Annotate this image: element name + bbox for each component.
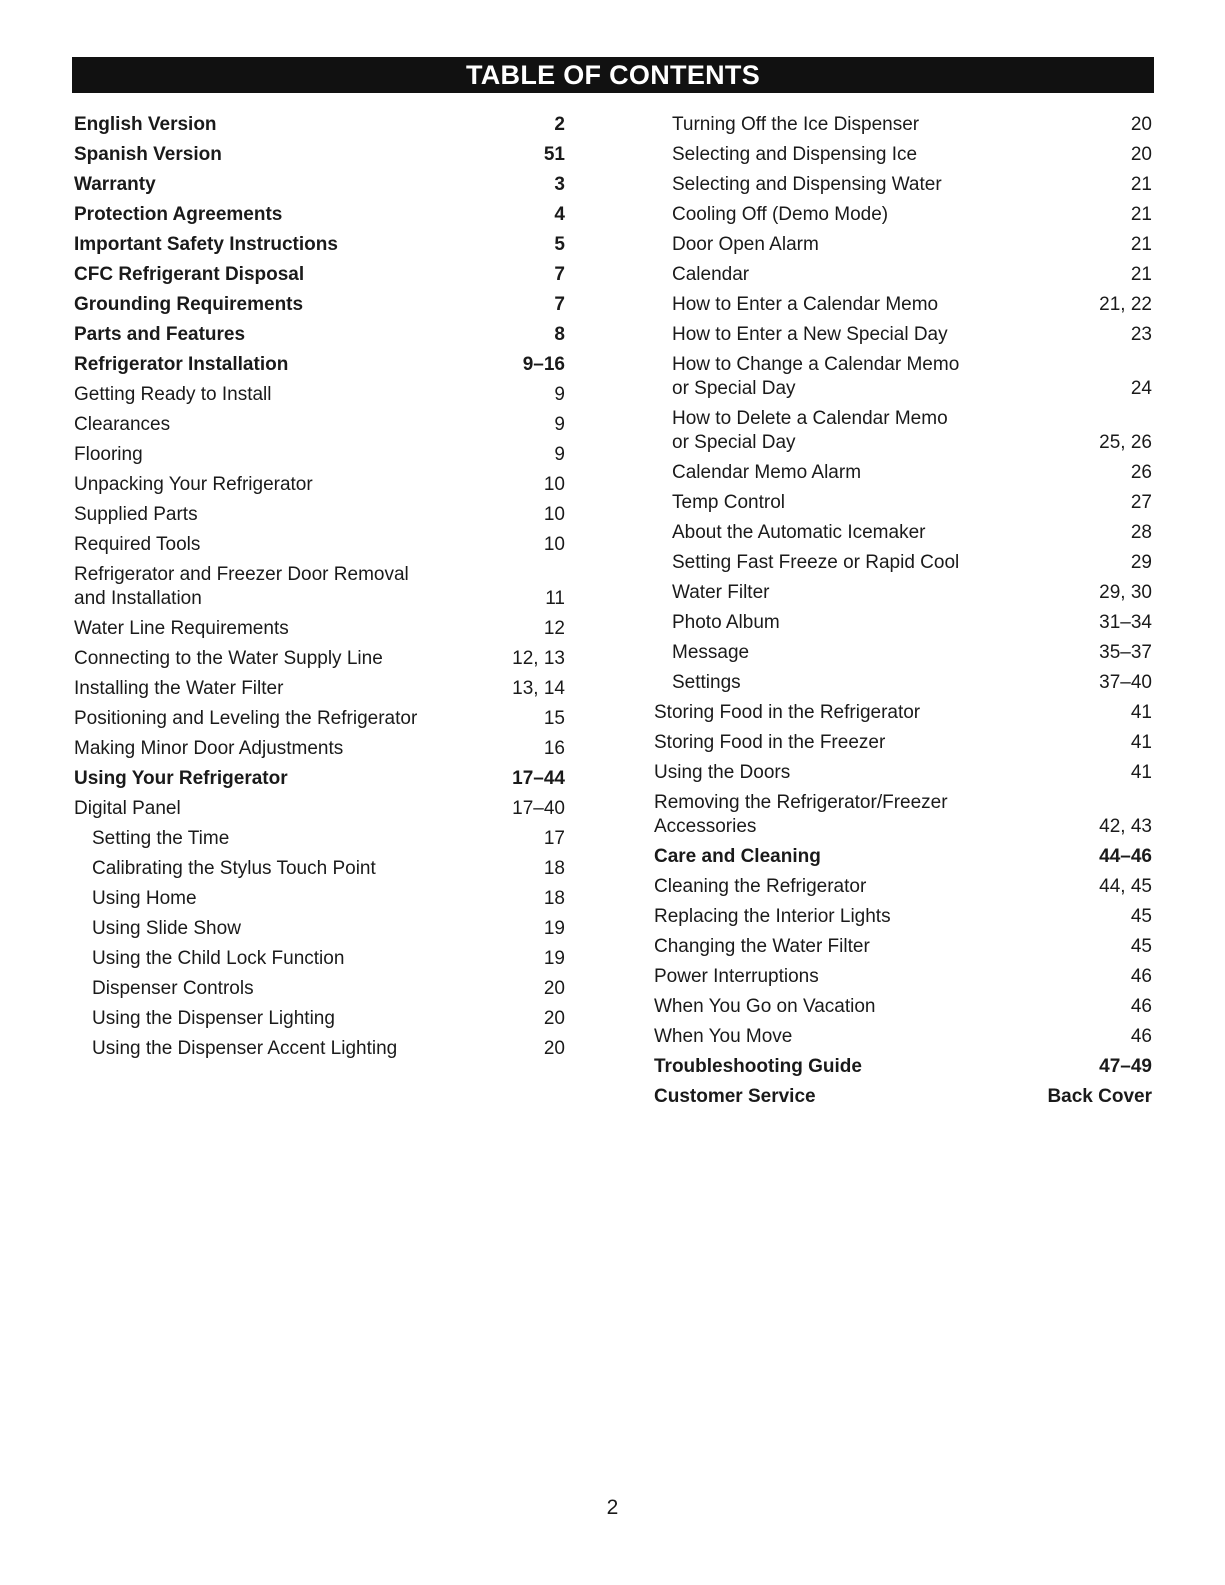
toc-entry-page: 9	[554, 384, 565, 405]
toc-entry	[654, 461, 1152, 485]
toc-entry-page: 41	[1130, 732, 1152, 753]
toc-entry	[74, 767, 565, 791]
toc-entry-title: Setting the Time	[92, 828, 230, 849]
toc-entry	[654, 701, 1152, 725]
toc-entry-title: Using Slide Show	[92, 918, 241, 939]
toc-entry-title: Clearances	[74, 414, 171, 435]
toc-entry-title: CFC Refrigerant Disposal	[74, 264, 305, 285]
toc-entry	[74, 737, 565, 761]
toc-entry	[74, 233, 565, 257]
toc-entry	[654, 323, 1152, 347]
toc-entry-title: Spanish Version	[74, 144, 222, 165]
toc-entry-page: 17–44	[512, 768, 565, 789]
toc-entry-page: 25, 26	[1099, 432, 1152, 453]
toc-entry-page: 41	[1130, 702, 1152, 723]
toc-entry-title: Calendar Memo Alarm	[672, 462, 862, 483]
page-number: 2	[606, 1496, 619, 1519]
toc-entry-page: 29	[1130, 552, 1152, 573]
toc-entry-page: 10	[543, 474, 565, 495]
toc-entry-title: Protection Agreements	[74, 204, 283, 225]
toc-entry-title: Setting Fast Freeze or Rapid Cool	[672, 552, 960, 573]
toc-entry-page: 45	[1130, 906, 1152, 927]
toc-entry-title: Grounding Requirements	[74, 294, 304, 315]
toc-entry-page: 20	[1130, 144, 1152, 165]
toc-entry	[74, 797, 565, 821]
toc-entry-page: 19	[543, 918, 565, 939]
toc-entry-page: 26	[1130, 462, 1152, 483]
toc-entry	[74, 473, 565, 497]
toc-entry-title: Parts and Features	[74, 324, 246, 345]
toc-entry-title: Using the Dispenser Lighting	[92, 1008, 335, 1029]
toc-entry-title: Photo Album	[672, 612, 780, 633]
toc-entry-page: 8	[554, 324, 565, 345]
toc-entry	[74, 977, 565, 1001]
toc-entry-page: 24	[1130, 378, 1152, 399]
toc-entry	[654, 611, 1152, 635]
toc-entry-title: Removing the Refrigerator/Freezer Accessories	[654, 792, 948, 837]
toc-entry-page: 16	[543, 738, 565, 759]
toc-entry-page: 47–49	[1099, 1056, 1152, 1077]
toc-entry-title: Using Your Refrigerator	[74, 768, 288, 789]
toc-entry-title: Warranty	[74, 174, 156, 195]
toc-entry-title: How to Change a Calendar Memo or Special Day	[672, 354, 960, 399]
toc-entry-page: 9–16	[522, 354, 565, 375]
toc-entry-title: Using Home	[92, 888, 197, 909]
toc-entry	[74, 443, 565, 467]
toc-entry-page: 12, 13	[512, 648, 565, 669]
toc-entry	[654, 551, 1152, 575]
toc-entry-page: 10	[543, 534, 565, 555]
toc-entry	[74, 1037, 565, 1061]
toc-entry-title: Using the Dispenser Accent Lighting	[92, 1038, 398, 1059]
toc-entry	[654, 233, 1152, 257]
toc-entry-page: 11	[545, 588, 565, 609]
toc-entry	[74, 533, 565, 557]
toc-entry	[74, 323, 565, 347]
toc-entry	[74, 647, 565, 671]
toc-entry	[654, 875, 1152, 899]
toc-entry-page: 7	[554, 264, 565, 285]
toc-entry-title: Cooling Off (Demo Mode)	[672, 204, 889, 225]
toc-entry-page: 37–40	[1099, 672, 1152, 693]
toc-entry-page: 35–37	[1099, 642, 1152, 663]
toc-entry	[654, 1025, 1152, 1049]
toc-entry-title: English Version	[74, 114, 217, 135]
toc-entry-title: Settings	[672, 672, 741, 693]
toc-entry	[654, 203, 1152, 227]
toc-entry	[654, 935, 1152, 959]
toc-entry-page: 44–46	[1099, 846, 1152, 867]
toc-entry-title: Connecting to the Water Supply Line	[74, 648, 383, 669]
toc-entry	[74, 1007, 565, 1031]
toc-entry	[654, 905, 1152, 929]
toc-entry-title: Care and Cleaning	[654, 846, 821, 867]
toc-entry-title: Turning Off the Ice Dispenser	[672, 114, 920, 135]
toc-entry-title: When You Go on Vacation	[654, 996, 876, 1017]
toc-entry-page: 27	[1130, 492, 1152, 513]
toc-entry-page: 20	[543, 1038, 565, 1059]
toc-entry-title: Getting Ready to Install	[74, 384, 272, 405]
toc-entry	[74, 143, 565, 167]
toc-entry-page: 23	[1130, 324, 1152, 345]
toc-entry	[74, 413, 565, 437]
toc-entry	[74, 827, 565, 851]
toc-entry-page: 3	[554, 174, 565, 195]
toc-entry	[654, 731, 1152, 755]
toc-entry-title: Message	[672, 642, 750, 663]
toc-entry-page: 42, 43	[1099, 816, 1152, 837]
toc-entry-title: Customer Service	[654, 1086, 816, 1107]
toc-entry-page: 20	[543, 1008, 565, 1029]
toc-entry-title: Door Open Alarm	[672, 234, 819, 255]
toc-entry-page: Back Cover	[1047, 1086, 1152, 1107]
toc-entry-title: How to Delete a Calendar Memo or Special Day	[672, 408, 948, 453]
toc-entry	[654, 1055, 1152, 1079]
toc-entry-title: Refrigerator Installation	[74, 354, 289, 375]
toc-entry-page: 41	[1130, 762, 1152, 783]
toc-entry-page: 2	[554, 114, 565, 135]
toc-entry-page: 17	[543, 828, 565, 849]
toc-entry-page: 31–34	[1099, 612, 1152, 633]
toc-entry-page: 13, 14	[512, 678, 565, 699]
toc-entry-title: Temp Control	[672, 492, 785, 513]
toc-right-column	[654, 107, 1152, 1115]
toc-entry-page: 5	[554, 234, 565, 255]
toc-entry-page: 21	[1130, 234, 1152, 255]
toc-entry-title: How to Enter a Calendar Memo	[672, 294, 939, 315]
toc-entry-title: Water Filter	[672, 582, 770, 603]
toc-entry	[654, 407, 1152, 455]
toc-entry-page: 12	[543, 618, 565, 639]
toc-entry	[654, 353, 1152, 401]
toc-entry-page: 51	[543, 144, 565, 165]
toc-entry-title: Making Minor Door Adjustments	[74, 738, 344, 759]
toc-entry-page: 20	[1130, 114, 1152, 135]
toc-entry-page: 19	[543, 948, 565, 969]
toc-entry-title: Storing Food in the Freezer	[654, 732, 886, 753]
toc-entry-page: 21	[1130, 204, 1152, 225]
toc-entry	[654, 263, 1152, 287]
toc-entry-title: Positioning and Leveling the Refrigerator	[74, 708, 418, 729]
toc-entry	[654, 581, 1152, 605]
toc-entry-page: 10	[543, 504, 565, 525]
toc-entry-page: 4	[554, 204, 565, 225]
toc-entry	[74, 857, 565, 881]
toc-entry-title: About the Automatic Icemaker	[672, 522, 926, 543]
toc-entry-page: 46	[1130, 996, 1152, 1017]
toc-entry-title: Calibrating the Stylus Touch Point	[92, 858, 376, 879]
toc-entry	[654, 761, 1152, 785]
toc-entry-page: 29, 30	[1099, 582, 1152, 603]
toc-entry	[654, 113, 1152, 137]
toc-entry-page: 15	[543, 708, 565, 729]
toc-entry	[654, 995, 1152, 1019]
toc-entry-title: Dispenser Controls	[92, 978, 254, 999]
toc-entry	[74, 503, 565, 527]
toc-entry-page: 9	[554, 414, 565, 435]
toc-left-column	[74, 107, 565, 1067]
toc-entry-page: 18	[543, 888, 565, 909]
toc-entry-title: Unpacking Your Refrigerator	[74, 474, 313, 495]
toc-entry	[74, 203, 565, 227]
toc-title: TABLE OF CONTENTS	[72, 57, 1154, 93]
toc-entry	[654, 845, 1152, 869]
toc-entry-page: 45	[1130, 936, 1152, 957]
toc-entry	[74, 677, 565, 701]
toc-entry-title: Calendar	[672, 264, 750, 285]
toc-entry	[654, 293, 1152, 317]
toc-entry-page: 21, 22	[1099, 294, 1152, 315]
toc-entry-page: 46	[1130, 966, 1152, 987]
toc-entry-title: Important Safety Instructions	[74, 234, 338, 255]
toc-entry	[74, 383, 565, 407]
toc-entry	[654, 965, 1152, 989]
toc-entry-title: Water Line Requirements	[74, 618, 289, 639]
toc-entry-title: Selecting and Dispensing Ice	[672, 144, 918, 165]
toc-entry-page: 18	[543, 858, 565, 879]
toc-entry	[74, 263, 565, 287]
toc-entry	[654, 1085, 1152, 1109]
toc-entry-title: Storing Food in the Refrigerator	[654, 702, 921, 723]
toc-entry	[74, 707, 565, 731]
toc-entry	[74, 113, 565, 137]
toc-entry	[74, 917, 565, 941]
toc-entry-page: 21	[1130, 174, 1152, 195]
toc-entry-title: Using the Doors	[654, 762, 791, 783]
toc-entry-title: Digital Panel	[74, 798, 181, 819]
toc-entry	[74, 887, 565, 911]
toc-entry	[654, 641, 1152, 665]
toc-entry	[74, 563, 565, 611]
toc-entry-title: Power Interruptions	[654, 966, 819, 987]
toc-entry-title: Changing the Water Filter	[654, 936, 870, 957]
toc-entry-title: Selecting and Dispensing Water	[672, 174, 942, 195]
toc-entry	[74, 293, 565, 317]
toc-entry	[74, 173, 565, 197]
toc-entry	[74, 617, 565, 641]
toc-entry-title: Refrigerator and Freezer Door Removal and Installation	[74, 564, 409, 609]
toc-entry-title: Installing the Water Filter	[74, 678, 284, 699]
toc-entry	[654, 521, 1152, 545]
toc-entry-title: Replacing the Interior Lights	[654, 906, 891, 927]
toc-entry-page: 17–40	[512, 798, 565, 819]
toc-entry-title: Cleaning the Refrigerator	[654, 876, 867, 897]
toc-entry	[654, 671, 1152, 695]
toc-entry-title: Troubleshooting Guide	[654, 1056, 862, 1077]
toc-entry-title: How to Enter a New Special Day	[672, 324, 948, 345]
toc-entry-page: 21	[1130, 264, 1152, 285]
toc-entry-page: 46	[1130, 1026, 1152, 1047]
toc-entry-page: 44, 45	[1099, 876, 1152, 897]
toc-entry-title: When You Move	[654, 1026, 793, 1047]
toc-entry-page: 9	[554, 444, 565, 465]
toc-entry-title: Using the Child Lock Function	[92, 948, 345, 969]
toc-entry	[654, 491, 1152, 515]
toc-entry-title: Flooring	[74, 444, 143, 465]
toc-entry	[74, 353, 565, 377]
toc-entry-page: 7	[554, 294, 565, 315]
toc-entry-title: Required Tools	[74, 534, 201, 555]
toc-entry	[74, 947, 565, 971]
toc-entry-page: 20	[543, 978, 565, 999]
toc-entry	[654, 791, 1152, 839]
toc-entry	[654, 173, 1152, 197]
toc-entry-page: 28	[1130, 522, 1152, 543]
toc-entry-title: Supplied Parts	[74, 504, 198, 525]
toc-entry	[654, 143, 1152, 167]
